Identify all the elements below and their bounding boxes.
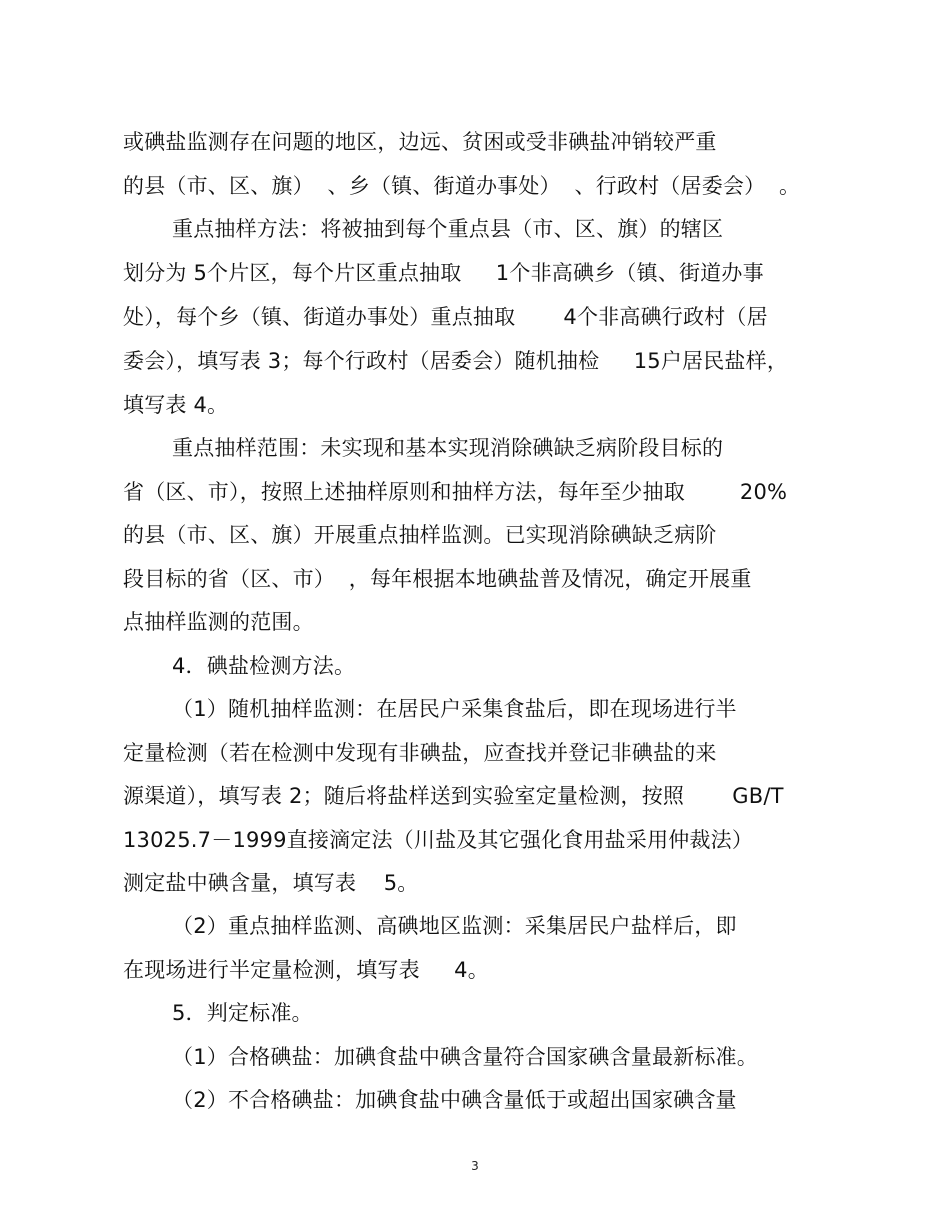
- text-line: 段目标的省（区、市） ，每年根据本地碘盐普及情况，确定开展重: [123, 567, 752, 591]
- text-line: 省（区、市），按照上述抽样原则和抽样方法，每年至少抽取 20%: [123, 480, 788, 504]
- text-line: 重点抽样范围：未实现和基本实现消除碘缺乏病阶段目标的: [172, 436, 724, 460]
- text-line: 或碘盐监测存在问题的地区，边远、贫困或受非碘盐冲销较严重: [123, 130, 717, 154]
- text-line: 13025.7－1999直接滴定法（川盐及其它强化食用盐采用仲裁法）: [123, 828, 754, 852]
- text-line: 填写表 4。: [123, 393, 229, 417]
- text-line: 重点抽样方法：将被抽到每个重点县（市、区、旗）的辖区: [172, 217, 724, 241]
- text-line: 处），每个乡（镇、街道办事处）重点抽取 4个非高碘行政村（居: [123, 305, 768, 329]
- text-line: 4．碘盐检测方法。: [172, 654, 356, 678]
- text-line: 点抽样监测的范围。: [123, 610, 314, 634]
- text-line: 在现场进行半定量检测，填写表 4。: [123, 958, 489, 982]
- text-line: 划分为 5个片区，每个片区重点抽取 1个非高碘乡（镇、街道办事: [123, 261, 764, 285]
- text-line: 定量检测（若在检测中发现有非碘盐，应查找并登记非碘盐的来: [123, 741, 717, 765]
- text-line: （2）不合格碘盐：加碘食盐中碘含量低于或超出国家碘含量: [172, 1088, 737, 1112]
- text-line: 5．判定标准。: [172, 1001, 313, 1025]
- page-number: 3: [471, 1159, 479, 1173]
- text-line: 的县（市、区、旗）开展重点抽样监测。已实现消除碘缺乏病阶: [123, 523, 717, 547]
- text-line: 测定盐中碘含量，填写表 5。: [123, 871, 419, 895]
- text-line: （2）重点抽样监测、高碘地区监测：采集居民户盐样后，即: [172, 914, 737, 938]
- text-line: 的县（市、区、旗） 、乡（镇、街道办事处） 、行政村（居委会） 。: [123, 174, 801, 198]
- text-line: 源渠道），填写表 2；随后将盐样送到实验室定量检测，按照 GB/T: [123, 784, 784, 808]
- text-line: （1）合格碘盐：加碘食盐中碘含量符合国家碘含量最新标准。: [172, 1045, 758, 1069]
- text-line: 委会），填写表 3；每个行政村（居委会）随机抽检 15户居民盐样，: [123, 349, 789, 373]
- text-line: （1）随机抽样监测：在居民户采集食盐后，即在现场进行半: [172, 697, 737, 721]
